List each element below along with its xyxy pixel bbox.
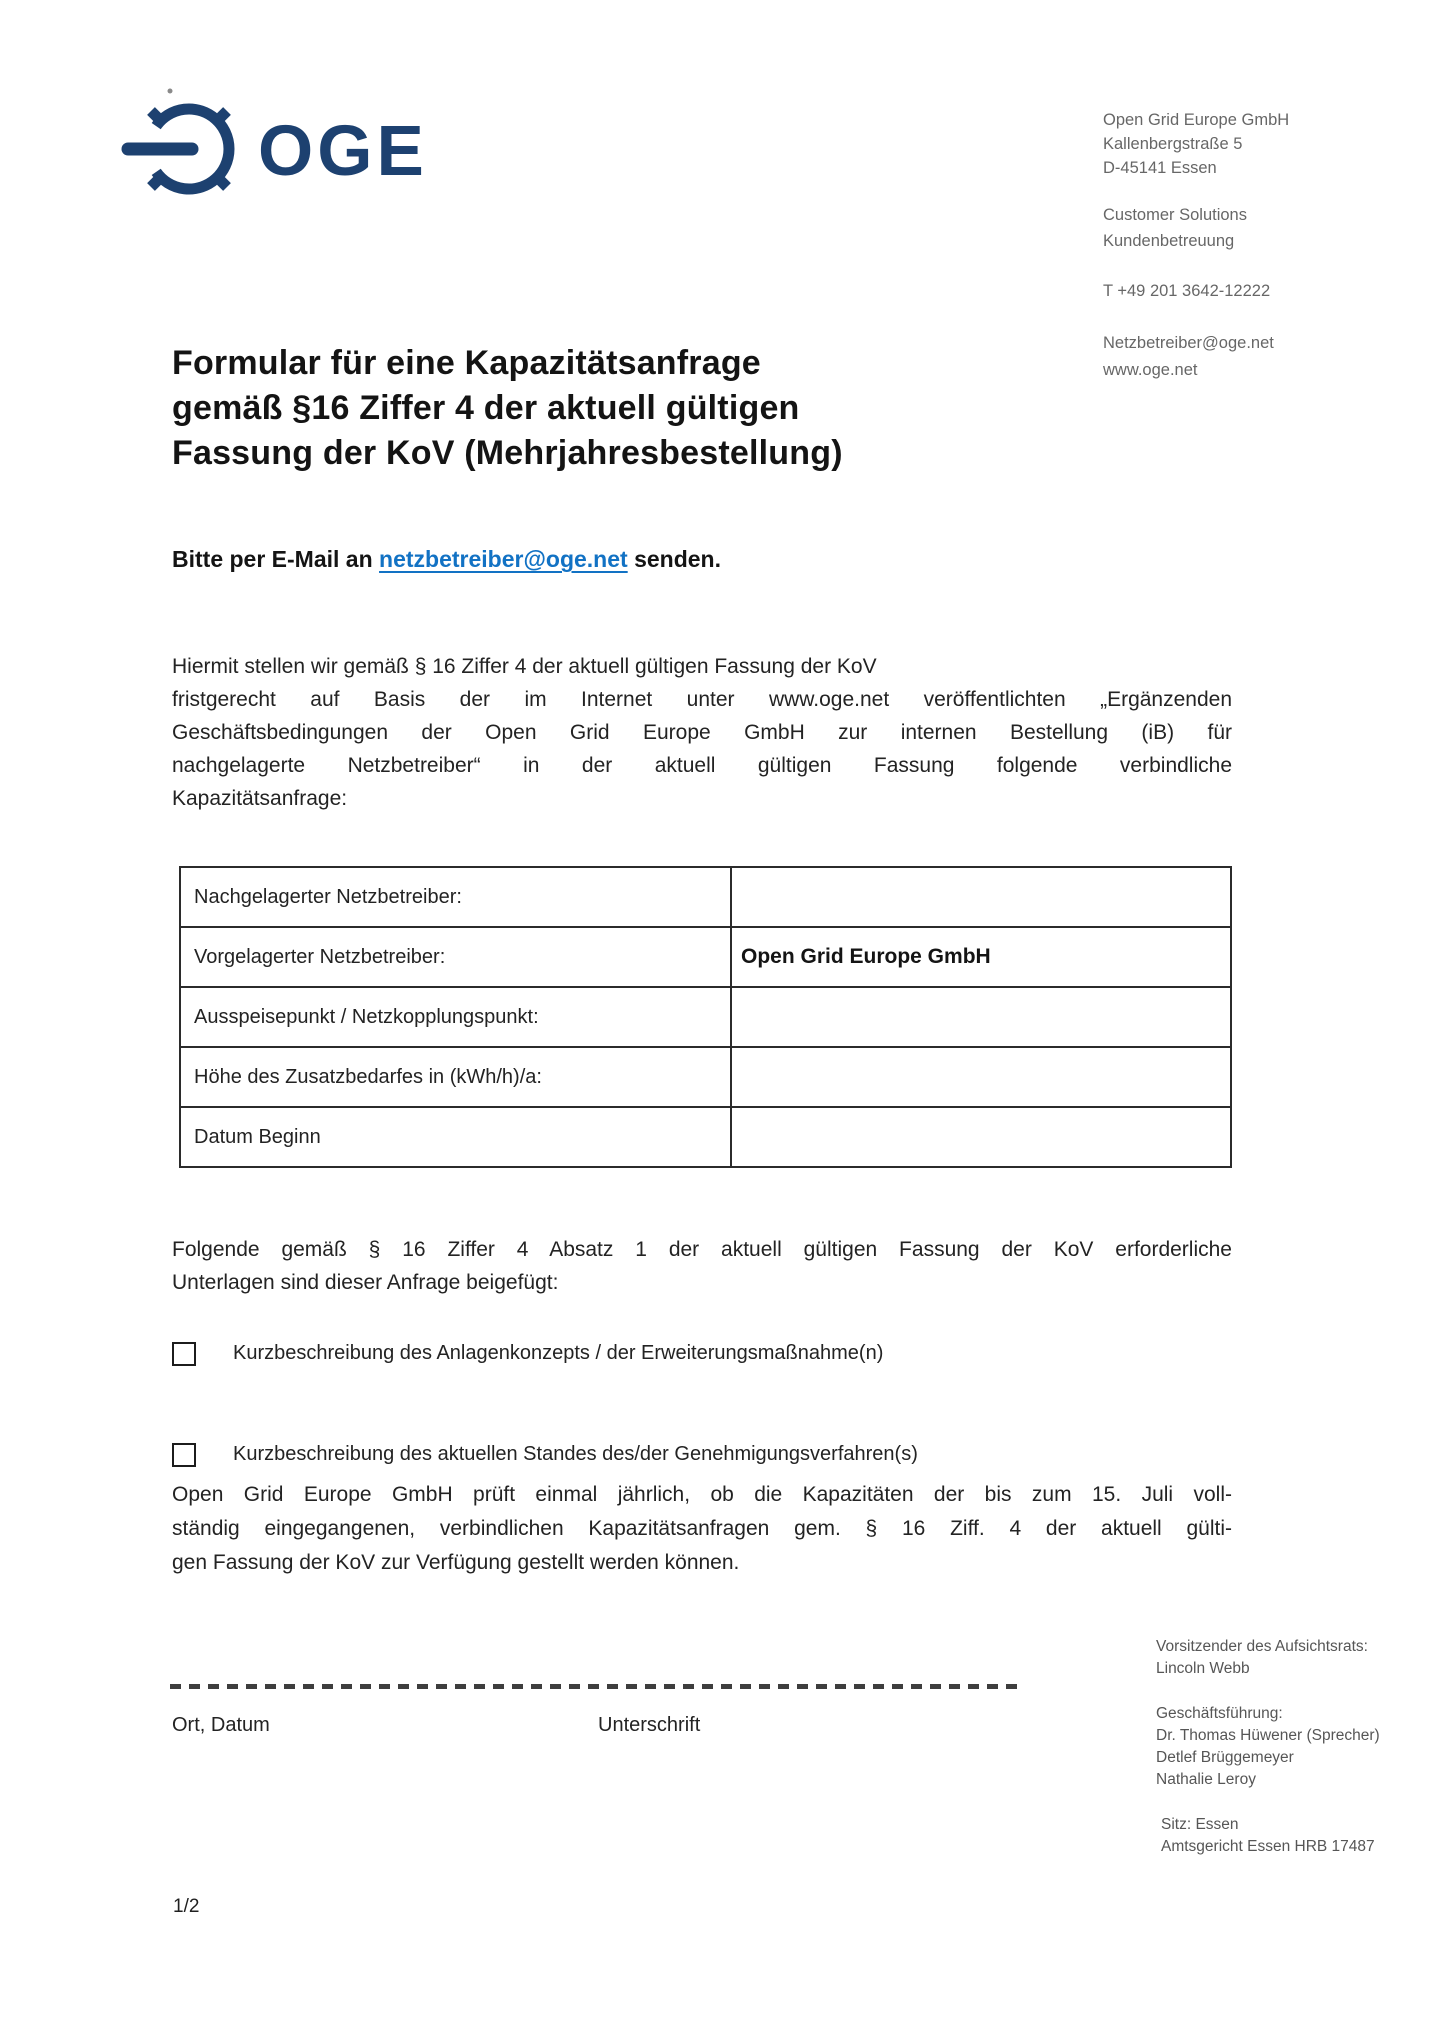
field-vorgelagerter-netzbetreiber: Open Grid Europe GmbH: [731, 927, 1231, 987]
row-label-ausspeisepunkt: Ausspeisepunkt / Netzkopplungspunkt:: [180, 987, 731, 1047]
scan-dot: [168, 89, 173, 94]
capacity-request-table: [179, 866, 1232, 1168]
letterhead-website: www.oge.net: [1103, 361, 1198, 379]
letterhead-email: Netzbetreiber@oge.net: [1103, 334, 1274, 352]
page-title: [172, 341, 843, 476]
table-row: [180, 1047, 1231, 1107]
oge-logo: [120, 82, 460, 204]
page-title-line-3: Fassung der KoV (Mehrjahresbestellung): [172, 434, 843, 472]
checkbox-anlagenkonzept[interactable]: [172, 1342, 196, 1366]
ort-datum-label: Ort, Datum: [172, 1714, 270, 1736]
pipeline-valve-icon: [128, 109, 229, 189]
review-note-line: Open Grid Europe GmbH prüft einmal jährlich, ob die Kapazitäten der bis zum 15. Juli voll-: [172, 1483, 1232, 1506]
page-title-line-1: Formular für eine Kapazitätsanfrage: [172, 344, 761, 382]
attachments-intro-line: Unterlagen sind dieser Anfrage beigefügt:: [172, 1271, 559, 1294]
intro-line: Hiermit stellen wir gemäß § 16 Ziffer 4 der aktuell gültigen Fassung der KoV: [172, 655, 877, 678]
intro-paragraph: [172, 650, 1232, 815]
row-label-zusatzbedarf: Höhe des Zusatzbedarfes in (kWh/h)/a:: [180, 1047, 731, 1107]
management-name: Detlef Brüggemeyer: [1156, 1749, 1294, 1766]
table-row: [180, 1107, 1231, 1167]
send-instruction: [172, 546, 721, 573]
logo-text: OGE: [258, 112, 428, 191]
management-name: Nathalie Leroy: [1156, 1771, 1256, 1788]
letterhead-street: Kallenbergstraße 5: [1103, 135, 1243, 153]
management-name: Dr. Thomas Hüwener (Sprecher): [1156, 1727, 1380, 1744]
attachment-item-genehmigungsverfahren: [172, 1441, 918, 1467]
intro-line: Kapazitätsanfrage:: [172, 787, 348, 810]
attachment-item-anlagenkonzept: [172, 1340, 883, 1366]
letterhead-department-de: Kundenbetreuung: [1103, 232, 1235, 250]
field-datum-beginn[interactable]: [731, 1107, 1231, 1167]
court-register: Amtsgericht Essen HRB 17487: [1161, 1838, 1375, 1855]
attachments-intro: [172, 1233, 1232, 1299]
send-instruction-suffix: senden.: [627, 546, 721, 572]
netzbetreiber-email-link[interactable]: netzbetreiber@oge.net: [379, 546, 628, 572]
review-note-line: ständig eingegangenen, verbindlichen Kapazitätsanfragen gem. § 16 Ziff. 4 der aktuell gülti-: [172, 1517, 1232, 1540]
table-row: [180, 927, 1231, 987]
letterhead-city: D-45141 Essen: [1103, 159, 1217, 177]
row-label-datum-beginn: Datum Beginn: [180, 1107, 731, 1167]
company-seat: Sitz: Essen: [1161, 1816, 1239, 1833]
row-label-nachgelagerter-netzbetreiber: Nachgelagerter Netzbetreiber:: [180, 867, 731, 927]
field-zusatzbedarf[interactable]: [731, 1047, 1231, 1107]
letterhead-company: Open Grid Europe GmbH: [1103, 111, 1290, 129]
signature-dashed-line: [170, 1684, 1018, 1689]
checkbox-genehmigungsverfahren[interactable]: [172, 1443, 196, 1467]
table-row: [180, 987, 1231, 1047]
supervisory-board-name: Lincoln Webb: [1156, 1660, 1250, 1677]
field-ausspeisepunkt[interactable]: [731, 987, 1231, 1047]
management-title: Geschäftsführung:: [1156, 1705, 1283, 1722]
page-indicator: 1/2: [173, 1896, 200, 1917]
letterhead-department-en: Customer Solutions: [1103, 206, 1247, 224]
intro-line: fristgerecht auf Basis der im Internet unter www.oge.net veröffentlichten „Ergänzenden: [172, 688, 1232, 711]
checkbox-label: Kurzbeschreibung des Anlagenkonzepts / der Erweiterungsmaßnahme(n): [233, 1342, 884, 1364]
legal-block: [1156, 1636, 1380, 1858]
intro-line: nachgelagerte Netzbetreiber“ in der aktuell gültigen Fassung folgende verbindliche: [172, 754, 1232, 777]
supervisory-board-title: Vorsitzender des Aufsichtsrats:: [1156, 1638, 1368, 1655]
field-nachgelagerter-netzbetreiber[interactable]: [731, 867, 1231, 927]
checkbox-label: Kurzbeschreibung des aktuellen Standes des/der Genehmigungsverfahren(s): [233, 1443, 918, 1465]
review-note-paragraph: [172, 1478, 1232, 1580]
page-title-line-2: gemäß §16 Ziffer 4 der aktuell gültigen: [172, 389, 800, 427]
row-label-vorgelagerter-netzbetreiber: Vorgelagerter Netzbetreiber:: [180, 927, 731, 987]
review-note-line: gen Fassung der KoV zur Verfügung gestellt werden können.: [172, 1551, 740, 1574]
letterhead-block: [1103, 108, 1289, 384]
intro-line: Geschäftsbedingungen der Open Grid Europe GmbH zur internen Bestellung (iB) für: [172, 721, 1232, 744]
send-instruction-prefix: Bitte per E-Mail an: [172, 546, 380, 572]
letterhead-phone: T +49 201 3642-12222: [1103, 282, 1271, 300]
table-row: [180, 867, 1231, 927]
unterschrift-label: Unterschrift: [598, 1714, 701, 1736]
attachments-intro-line: Folgende gemäß § 16 Ziffer 4 Absatz 1 der aktuell gültigen Fassung der KoV erforderliche: [172, 1238, 1232, 1261]
